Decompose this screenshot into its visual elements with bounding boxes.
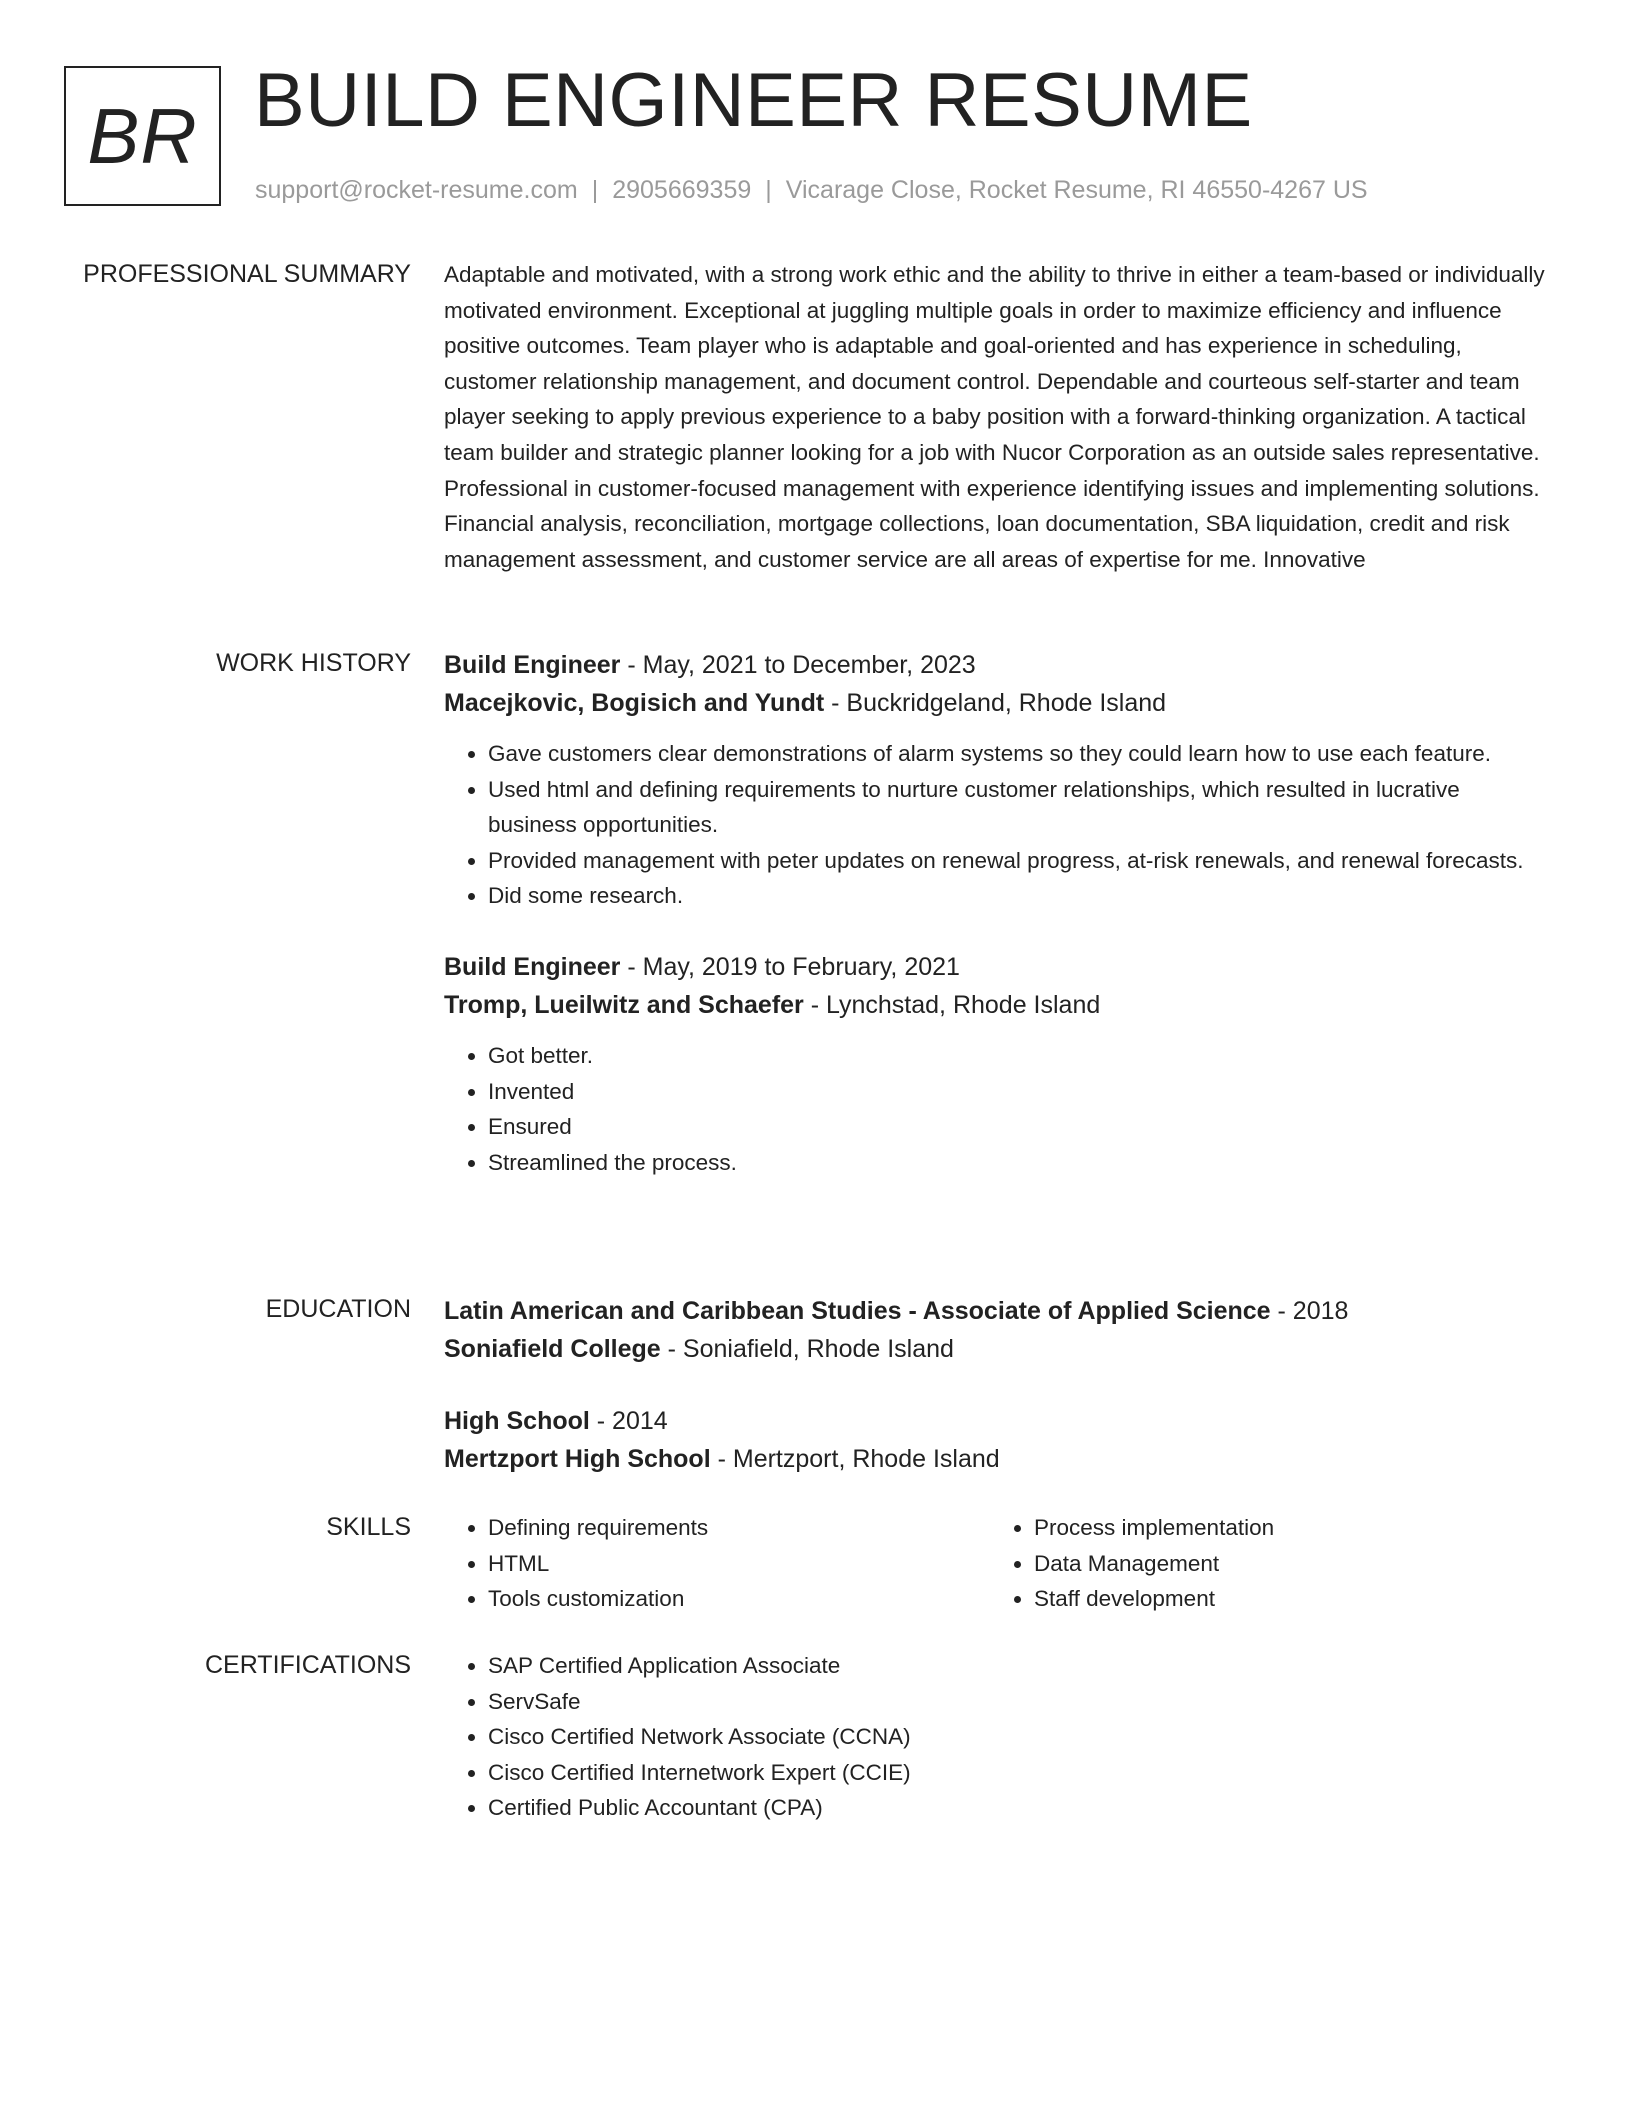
job-company-line: [444, 986, 1549, 1024]
certification-item: • SAP Certified Application Associate: [488, 1648, 1549, 1684]
job-entry: [444, 948, 1549, 1180]
job-dates: - May, 2021 to December, 2023: [620, 651, 976, 679]
school-name: Mertzport High School: [444, 1445, 711, 1473]
school-location: - Mertzport, Rhode Island: [710, 1445, 1000, 1473]
job-location: - Lynchstad, Rhode Island: [803, 990, 1101, 1019]
education-body: [444, 1292, 1549, 1512]
degree: Latin American and Caribbean Studies - Associate of Applied Science: [444, 1297, 1271, 1325]
section-heading-summary: PROFESSIONAL SUMMARY: [83, 260, 411, 288]
job-company-line: [444, 684, 1549, 722]
school-name: Soniafield College: [444, 1335, 661, 1363]
job-title: Build Engineer: [444, 651, 621, 679]
degree-year: - 2014: [589, 1407, 668, 1435]
skill-item: • Defining requirements: [488, 1510, 990, 1546]
school-location: - Soniafield, Rhode Island: [660, 1335, 954, 1363]
section-heading-skills: SKILLS: [326, 1513, 411, 1541]
job-company: Tromp, Lueilwitz and Schaefer: [444, 990, 804, 1019]
section-heading-education: EDUCATION: [265, 1295, 411, 1323]
job-dates: - May, 2019 to February, 2021: [620, 952, 960, 981]
skills-column-right: [990, 1510, 1536, 1617]
monogram-logo: BR: [64, 66, 221, 206]
skills-body: [444, 1510, 1549, 1617]
section-heading-certifications: CERTIFICATIONS: [204, 1651, 411, 1679]
job-company: Macejkovic, Bogisich and Yundt: [444, 689, 825, 717]
separator: |: [765, 176, 772, 204]
work-history-body: [444, 646, 1549, 1214]
contact-phone[interactable]: 2905669359: [612, 176, 752, 204]
summary-text: Adaptable and motivated, with a strong work ethic and the ability to thrive in either a team-based or individually motivated environment. Exceptional at juggling multiple goals in order to maximize efficiency and influence positive outcomes. Team player who is adaptable and goal-oriented and has experience in scheduling, customer relationship management, and document control. Dependable and courteous self-starter and team player seeking to apply previous experience to a baby position with a forward-thinking organization. A tactical team builder and strategic planner looking for a job with Nucor Corporation as an outside sales representative. Professional in customer-focused management with experience identifying issues and implementing solutions. Financial analysis, reconciliation, mortgage collections, loan documentation, SBA liquidation, credit and risk management assessment, and customer service are all areas of expertise for me. Innovative: [444, 262, 1545, 572]
skills-grid: [444, 1510, 1549, 1617]
degree-line: [444, 1402, 1549, 1440]
skill-item: • Process implementation: [1034, 1510, 1536, 1546]
job-title-line: [444, 948, 1549, 986]
job-bullets: [444, 736, 1549, 914]
section-heading-work-history: WORK HISTORY: [216, 649, 411, 677]
job-bullet: • Did some research.: [488, 878, 1549, 914]
contact-email[interactable]: support@rocket-resume.com: [255, 176, 578, 204]
school-line: [444, 1440, 1549, 1478]
certification-item: • ServSafe: [488, 1684, 1549, 1720]
job-bullet: • Ensured: [488, 1109, 1549, 1145]
degree-year: - 2018: [1270, 1297, 1349, 1325]
contact-line: [255, 173, 1368, 207]
skills-column-left: [444, 1510, 990, 1617]
certifications-body: [444, 1648, 1549, 1826]
skill-item: • Data Management: [1034, 1546, 1536, 1582]
job-title-line: [444, 646, 1549, 684]
education-entry: [444, 1402, 1549, 1478]
summary-body: [444, 257, 1549, 577]
certification-item: • Cisco Certified Network Associate (CCNA): [488, 1719, 1549, 1755]
certifications-list: [444, 1648, 1549, 1826]
education-entry: [444, 1292, 1549, 1368]
job-bullets: [444, 1038, 1549, 1180]
job-title: Build Engineer: [444, 952, 621, 981]
skill-item: • Tools customization: [488, 1581, 990, 1617]
job-bullet: • Provided management with peter updates on renewal progress, at-risk renewals, and renewal forecasts.: [488, 843, 1549, 879]
skill-item: • Staff development: [1034, 1581, 1536, 1617]
certification-item: • Certified Public Accountant (CPA): [488, 1790, 1549, 1826]
degree: High School: [444, 1407, 590, 1435]
job-bullet: • Streamlined the process.: [488, 1145, 1549, 1181]
separator: |: [591, 176, 599, 204]
contact-address: Vicarage Close, Rocket Resume, RI 46550-4267 US: [785, 176, 1368, 204]
resume-title: BUILD ENGINEER RESUME: [254, 58, 1253, 143]
certification-item: • Cisco Certified Internetwork Expert (CCIE): [488, 1755, 1549, 1791]
job-bullet: • Used html and defining requirements to nurture customer relationships, which resulted in lucrative business opportunities.: [488, 772, 1549, 843]
degree-line: [444, 1292, 1549, 1330]
job-bullet: • Gave customers clear demonstrations of alarm systems so they could learn how to use each feature.: [488, 736, 1549, 772]
job-bullet: • Got better.: [488, 1038, 1549, 1074]
skill-item: • HTML: [488, 1546, 990, 1582]
school-line: [444, 1330, 1549, 1368]
job-location: - Buckridgeland, Rhode Island: [824, 689, 1167, 717]
job-bullet: • Invented: [488, 1074, 1549, 1110]
job-entry: [444, 646, 1549, 914]
